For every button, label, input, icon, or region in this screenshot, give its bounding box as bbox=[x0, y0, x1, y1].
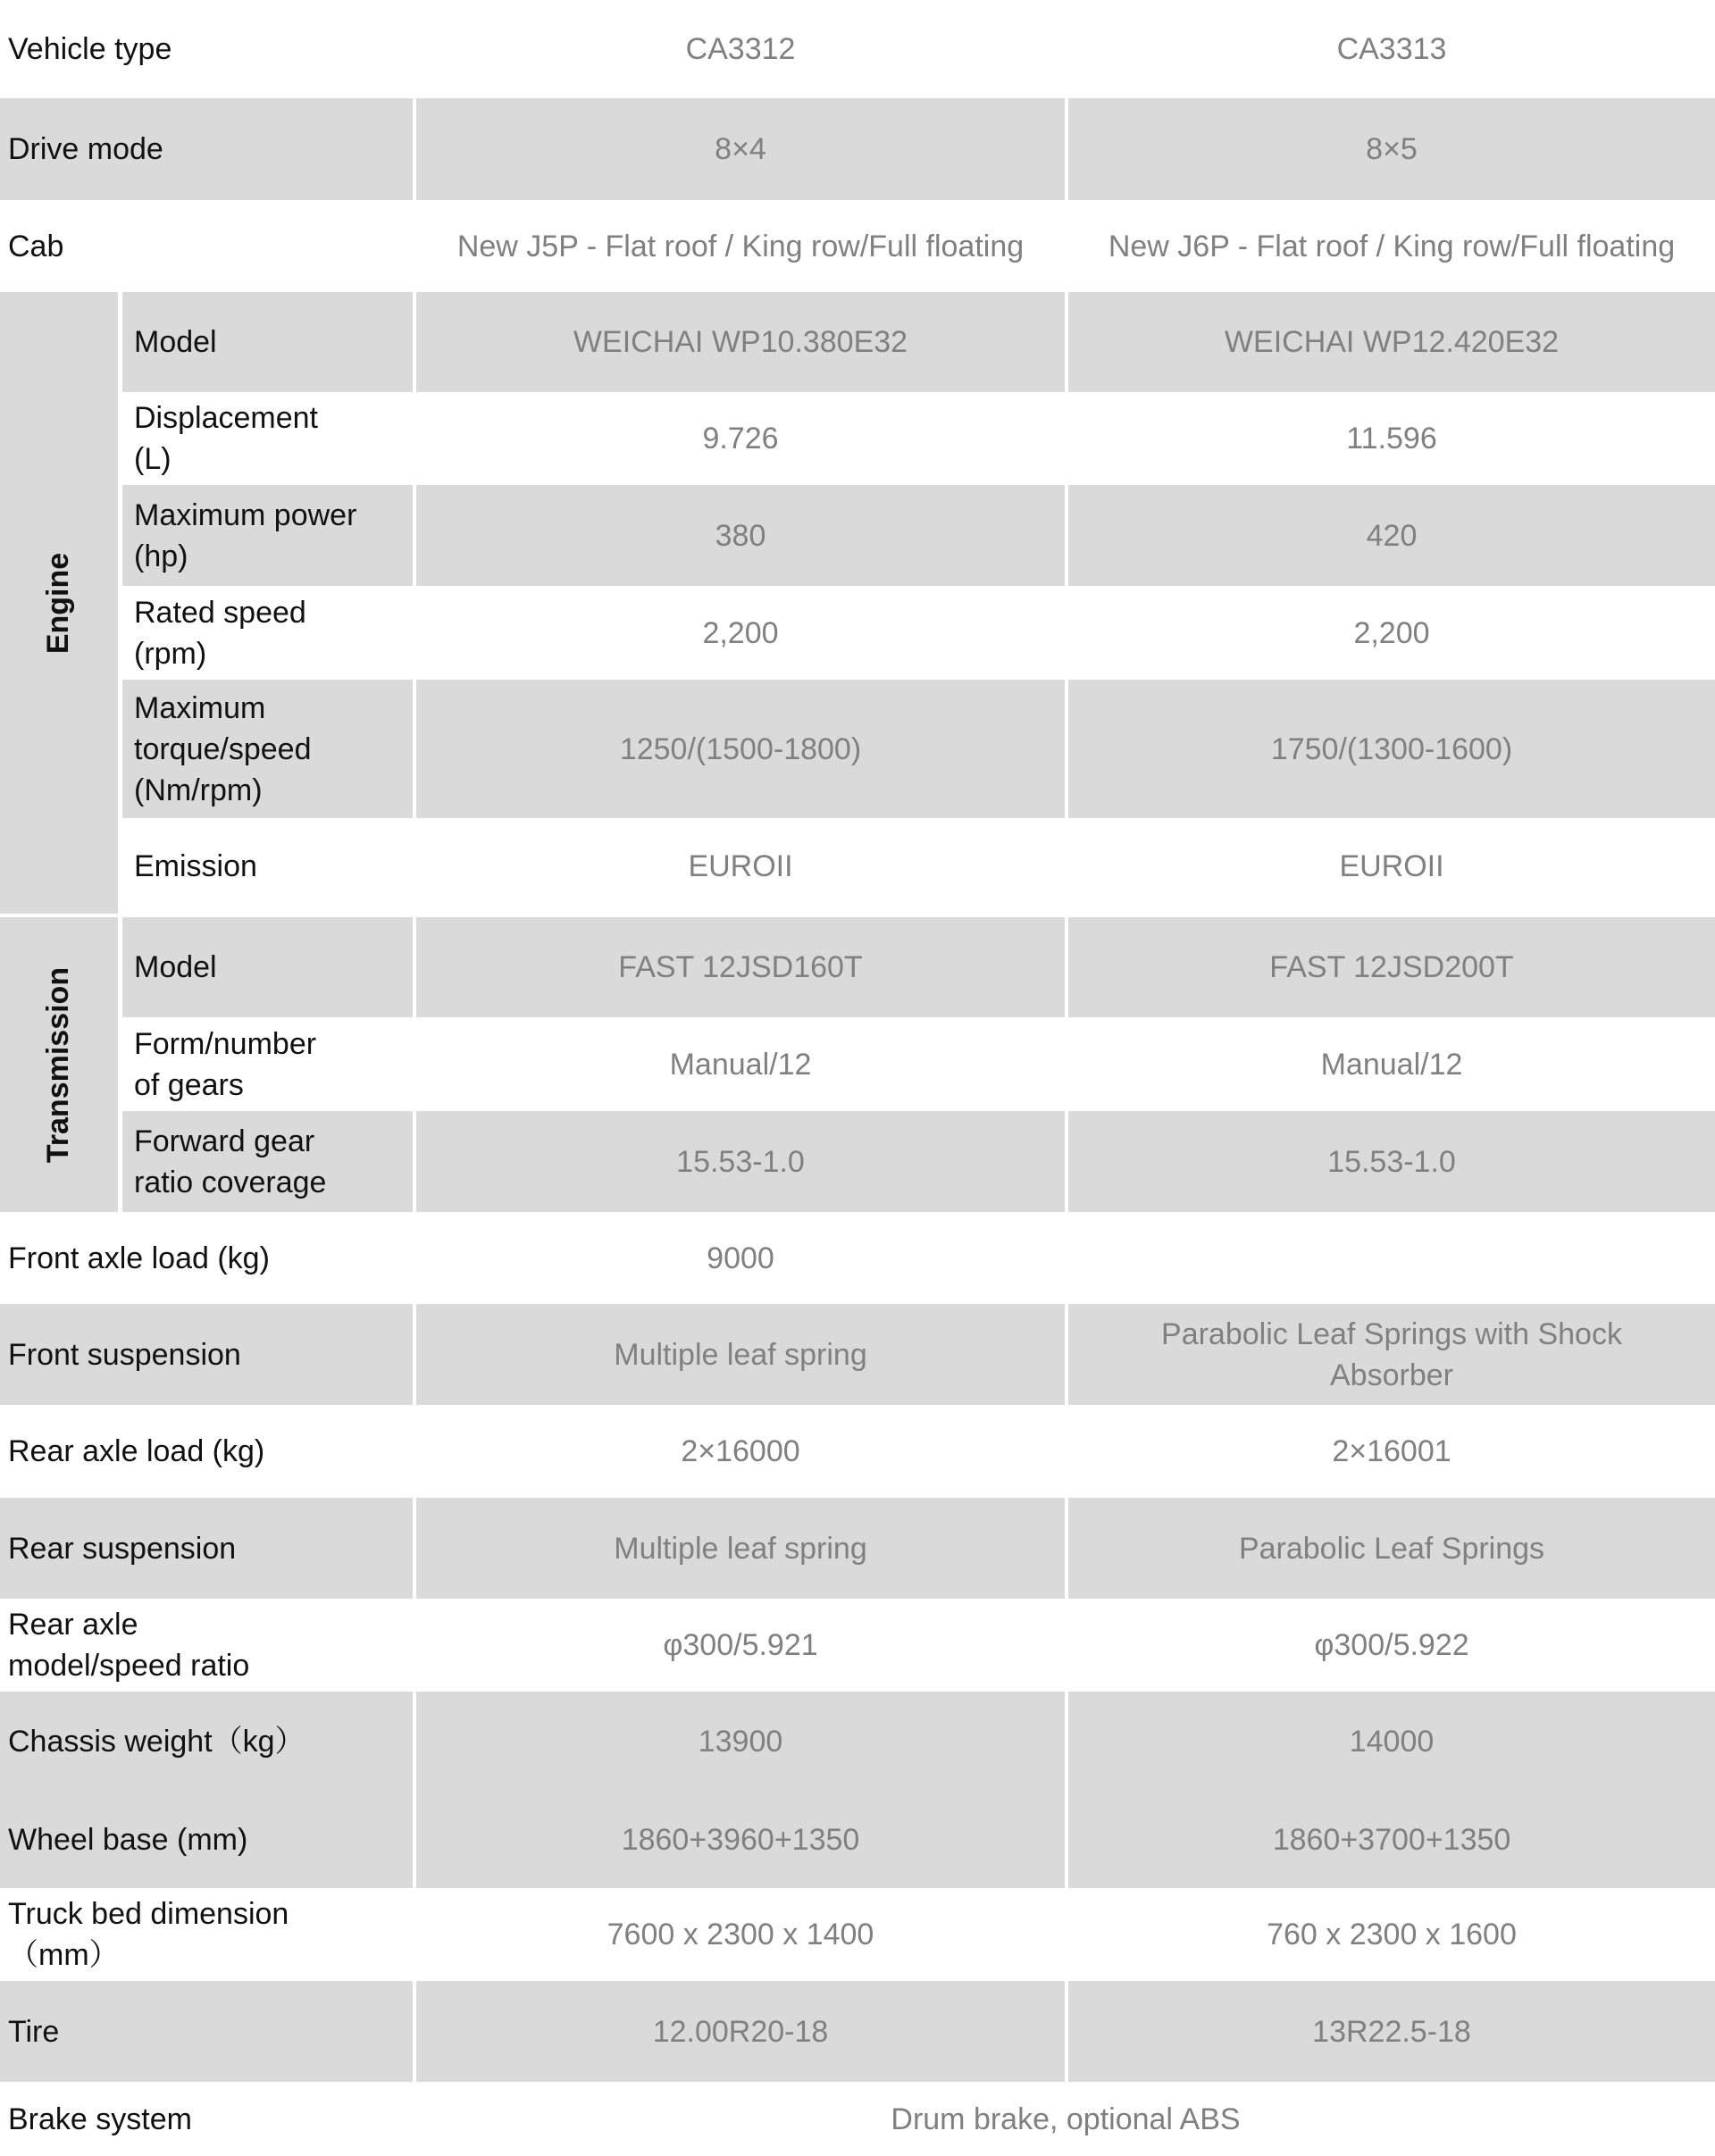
row-label-tire bbox=[0, 1981, 413, 2082]
label-line: (rpm) bbox=[134, 636, 207, 671]
value-max-power-ca3312 bbox=[416, 485, 1065, 586]
label-text: Front axle load (kg) bbox=[8, 1241, 270, 1275]
value-text: Multiple leaf spring bbox=[614, 1337, 867, 1372]
label-text: Model bbox=[134, 325, 217, 359]
value-text: 1860+3700+1350 bbox=[1272, 1823, 1511, 1857]
row-label-rear-axle-load bbox=[0, 1405, 413, 1498]
value-gears-ca3312 bbox=[416, 1017, 1065, 1111]
label-line: Rated speed bbox=[134, 595, 306, 630]
label-text: Model bbox=[134, 950, 217, 984]
row-label-transmission-model bbox=[122, 917, 413, 1017]
value-front-suspension-ca3312 bbox=[416, 1304, 1065, 1405]
row-label-chassis-weight bbox=[0, 1692, 413, 1792]
value-emission-ca3313 bbox=[1068, 818, 1715, 914]
label-text: Rear suspension bbox=[8, 1531, 237, 1566]
value-text: 13R22.5-18 bbox=[1312, 2014, 1471, 2049]
value-line: Parabolic Leaf Springs with Shock bbox=[1161, 1316, 1622, 1351]
value-cab-ca3313 bbox=[1068, 200, 1715, 292]
value-text: CA3313 bbox=[1336, 31, 1447, 66]
value-text: 380 bbox=[715, 518, 766, 553]
value-max-torque-ca3313 bbox=[1068, 680, 1715, 818]
row-label-front-suspension bbox=[0, 1304, 413, 1405]
value-text: φ300/5.921 bbox=[663, 1628, 818, 1662]
label-text: Vehicle type bbox=[8, 32, 172, 66]
value-rear-axle-model-ca3312 bbox=[416, 1599, 1065, 1692]
row-label-truck-bed bbox=[0, 1888, 413, 1981]
value-text: 12.00R20-18 bbox=[652, 2014, 829, 2049]
value-engine-model-ca3312 bbox=[416, 292, 1065, 392]
value-truck-bed-ca3312 bbox=[416, 1888, 1065, 1981]
value-text: 13900 bbox=[698, 1725, 783, 1759]
value-text: Manual/12 bbox=[669, 1047, 812, 1082]
label-text: Tire bbox=[8, 2014, 60, 2049]
label-text: Front suspension bbox=[8, 1337, 241, 1372]
value-line: Absorber bbox=[1330, 1358, 1453, 1392]
value-text: 15.53-1.0 bbox=[1327, 1144, 1456, 1179]
row-label-max-power bbox=[122, 485, 413, 586]
value-text: 9.726 bbox=[702, 422, 779, 455]
label-text: Chassis weight（kg） bbox=[8, 1725, 305, 1759]
row-label-vehicle-type bbox=[0, 0, 413, 98]
label-line: of gears bbox=[134, 1067, 244, 1102]
value-gear-ratio-ca3313 bbox=[1068, 1111, 1715, 1212]
value-text: 1860+3960+1350 bbox=[621, 1823, 860, 1857]
label-line: ratio coverage bbox=[134, 1165, 327, 1199]
value-transmission-model-ca3313 bbox=[1068, 917, 1715, 1017]
value-max-torque-ca3312 bbox=[416, 680, 1065, 818]
value-text: φ300/5.922 bbox=[1314, 1628, 1469, 1662]
value-text: Drum brake, optional ABS bbox=[891, 2102, 1241, 2136]
label-line: （mm） bbox=[8, 1938, 120, 1972]
label-line: Maximum power bbox=[134, 497, 357, 532]
value-drive-mode-ca3312 bbox=[416, 98, 1065, 200]
value-emission-ca3312 bbox=[416, 818, 1065, 914]
label-text: Rear axle load (kg) bbox=[8, 1434, 265, 1468]
value-drive-mode-ca3313 bbox=[1068, 98, 1715, 200]
row-label-rear-suspension bbox=[0, 1498, 413, 1599]
row-label-gears bbox=[122, 1017, 413, 1111]
row-label-max-torque bbox=[122, 680, 413, 818]
value-text: 2×16001 bbox=[1332, 1434, 1451, 1468]
value-rear-axle-model-ca3313 bbox=[1068, 1599, 1715, 1692]
label-line: Forward gear bbox=[134, 1124, 315, 1158]
value-text: FAST 12JSD160T bbox=[618, 950, 863, 984]
value-cab-ca3312 bbox=[416, 200, 1065, 292]
value-text: 760 x 2300 x 1600 bbox=[1267, 1918, 1517, 1951]
value-text: EUROII bbox=[1339, 848, 1444, 883]
group-text: Transmission bbox=[41, 966, 76, 1163]
row-label-displacement bbox=[122, 392, 413, 485]
label-line: torque/speed bbox=[134, 731, 312, 766]
row-label-emission bbox=[122, 818, 413, 914]
value-text: Multiple leaf spring bbox=[614, 1531, 867, 1566]
group-text: Engine bbox=[41, 552, 76, 654]
value-displacement-ca3312 bbox=[416, 392, 1065, 485]
value-displacement-ca3313 bbox=[1068, 392, 1715, 485]
value-rated-speed-ca3312 bbox=[416, 586, 1065, 680]
label-line: Maximum bbox=[134, 690, 266, 725]
value-max-power-ca3313 bbox=[1068, 485, 1715, 586]
group-label-transmission bbox=[0, 917, 118, 1212]
label-line: Form/number bbox=[134, 1026, 317, 1061]
value-chassis-weight-ca3313 bbox=[1068, 1692, 1715, 1792]
value-text: EUROII bbox=[688, 848, 793, 883]
row-label-engine-model bbox=[122, 292, 413, 392]
row-label-front-axle-load bbox=[0, 1212, 413, 1304]
value-gears-ca3313 bbox=[1068, 1017, 1715, 1111]
label-line: Rear axle bbox=[8, 1608, 138, 1642]
value-text: WEICHAI WP12.420E32 bbox=[1224, 325, 1560, 359]
label-line: (L) bbox=[134, 442, 172, 476]
row-label-rated-speed bbox=[122, 586, 413, 680]
value-text: 2×16000 bbox=[681, 1434, 800, 1468]
value-tire-ca3312 bbox=[416, 1981, 1065, 2082]
value-text: Parabolic Leaf Springs bbox=[1238, 1531, 1545, 1566]
value-brake-system bbox=[416, 2082, 1715, 2156]
label-line: Displacement bbox=[134, 401, 318, 435]
label-text: Emission bbox=[134, 848, 257, 883]
value-text: 8×4 bbox=[715, 132, 766, 166]
row-label-cab bbox=[0, 200, 413, 292]
value-text: CA3312 bbox=[685, 31, 796, 66]
column-header-ca3312 bbox=[416, 0, 1065, 98]
value-text: 1250/(1500-1800) bbox=[619, 731, 862, 766]
label-text: Cab bbox=[8, 229, 64, 263]
value-rear-axle-load-ca3312 bbox=[416, 1405, 1065, 1498]
value-text: 2,200 bbox=[702, 615, 779, 650]
column-header-ca3313 bbox=[1068, 0, 1715, 98]
row-label-brake-system bbox=[0, 2082, 413, 2156]
value-text: 9000 bbox=[707, 1241, 774, 1275]
value-text: Manual/12 bbox=[1320, 1047, 1463, 1082]
label-text: Drive mode bbox=[8, 132, 163, 166]
value-chassis-weight-ca3312 bbox=[416, 1692, 1065, 1792]
value-text: 1750/(1300-1600) bbox=[1270, 731, 1513, 766]
label-line: model/speed ratio bbox=[8, 1649, 250, 1683]
label-line: Truck bed dimension bbox=[8, 1897, 289, 1931]
value-transmission-model-ca3312 bbox=[416, 917, 1065, 1017]
value-rear-suspension-ca3312 bbox=[416, 1498, 1065, 1599]
value-front-suspension-ca3313 bbox=[1068, 1304, 1715, 1405]
value-wheel-base-ca3313 bbox=[1068, 1792, 1715, 1888]
value-text: New J5P - Flat roof / King row/Full floating bbox=[456, 229, 1025, 263]
value-text: 15.53-1.0 bbox=[676, 1144, 805, 1179]
value-rated-speed-ca3313 bbox=[1068, 586, 1715, 680]
label-text: Wheel base (mm) bbox=[8, 1823, 248, 1857]
value-text: 14000 bbox=[1349, 1725, 1435, 1759]
value-text: 8×5 bbox=[1366, 132, 1418, 166]
value-front-axle-load-ca3312 bbox=[416, 1212, 1065, 1304]
value-rear-suspension-ca3313 bbox=[1068, 1498, 1715, 1599]
row-label-wheel-base bbox=[0, 1792, 413, 1888]
value-text: FAST 12JSD200T bbox=[1269, 950, 1514, 984]
value-tire-ca3313 bbox=[1068, 1981, 1715, 2082]
value-wheel-base-ca3312 bbox=[416, 1792, 1065, 1888]
label-line: (Nm/rpm) bbox=[134, 773, 263, 807]
row-label-rear-axle-model bbox=[0, 1599, 413, 1692]
value-engine-model-ca3313 bbox=[1068, 292, 1715, 392]
value-truck-bed-ca3313 bbox=[1068, 1888, 1715, 1981]
value-text: 420 bbox=[1366, 518, 1418, 553]
value-text: 2,200 bbox=[1353, 615, 1430, 650]
row-label-gear-ratio bbox=[122, 1111, 413, 1212]
value-text: New J6P - Flat roof / King row/Full floating bbox=[1108, 229, 1676, 263]
value-text: WEICHAI WP10.380E32 bbox=[573, 325, 908, 359]
group-label-engine bbox=[0, 292, 118, 914]
row-label-drive-mode bbox=[0, 98, 413, 200]
label-line: (hp) bbox=[134, 539, 188, 573]
value-text: 11.596 bbox=[1346, 422, 1437, 455]
value-text: 7600 x 2300 x 1400 bbox=[607, 1918, 874, 1951]
value-rear-axle-load-ca3313 bbox=[1068, 1405, 1715, 1498]
label-text: Brake system bbox=[8, 2102, 192, 2136]
value-gear-ratio-ca3312 bbox=[416, 1111, 1065, 1212]
